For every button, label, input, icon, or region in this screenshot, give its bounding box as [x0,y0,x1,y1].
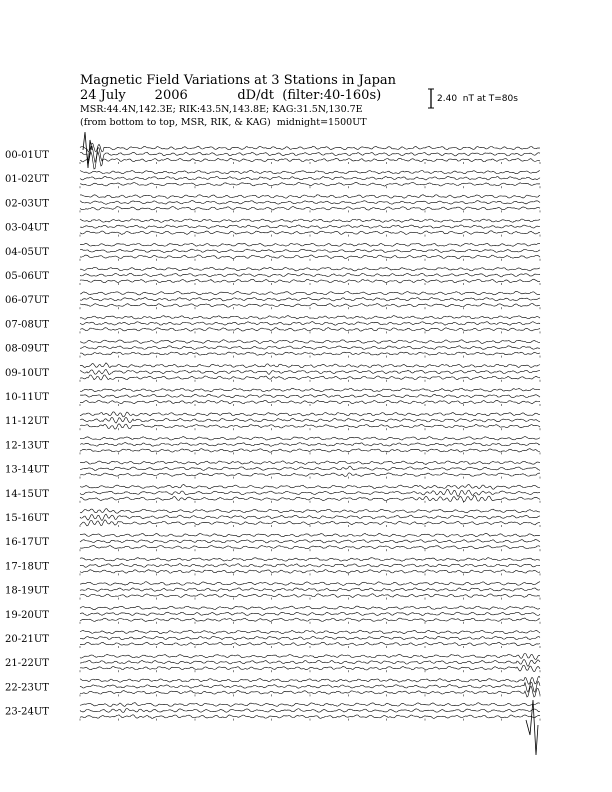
row-label: 07-08UT [5,319,49,331]
trace-MSR [80,618,540,621]
row-11-12UT [5,412,540,430]
row-21-22UT [5,653,540,672]
row-label: 13-14UT [5,464,49,476]
trace-RIK [80,708,540,712]
trace-KAG [80,316,540,320]
row-03-04UT [5,219,540,237]
row-16-17UT [5,533,540,551]
trace-KAG [80,558,540,562]
trace-MSR [80,279,540,283]
row-12-13UT [5,437,540,455]
row-14-15UT [5,484,540,502]
row-13-14UT [5,461,540,479]
trace-KAG [80,388,540,392]
row-label: 09-10UT [5,367,49,379]
trace-KAG [80,291,540,295]
row-label: 17-18UT [5,561,49,573]
trace-KAG [80,219,540,222]
trace-RIK [80,588,540,592]
trace-RIK [80,417,540,423]
row-label: 05-06UT [5,271,49,282]
trace-MSR [80,520,540,526]
row-label: 20-21UT [5,634,49,645]
trace-RIK [80,177,540,181]
trace-MSR [80,375,540,380]
trace-MSR [80,303,540,307]
scale-bar [428,89,434,108]
trace-KAG [80,606,540,610]
spike-23UT [526,700,538,755]
trace-RIK [80,273,540,277]
row-15-16UT [5,509,540,527]
row-label: 12-13UT [5,440,49,452]
row-label: 04-05UT [5,246,49,258]
trace-MSR [80,594,540,598]
row-18-19UT [5,582,540,600]
station-coordinates: MSR:44.4N,142.3E; RIK:43.5N,143.8E; KAG:31.5N,130.7E [80,104,363,115]
trace-RIK [80,225,540,229]
trace-KAG [80,195,540,199]
trace-RIK [80,394,540,398]
row-07-08UT [5,316,540,334]
row-label: 02-03UT [5,198,49,210]
trace-RIK [80,201,540,205]
row-20-21UT [5,630,540,648]
trace-KAG [80,412,540,417]
trace-RIK [80,346,540,350]
row-label: 06-07UT [5,295,49,307]
trace-KAG [80,484,540,489]
trace-MSR [80,570,540,573]
trace-KAG [80,653,540,659]
trace-KAG [80,533,540,537]
chart-date-filter: 24 July 2006 dD/dt (filter:40-160s) [80,88,382,103]
trace-MSR [80,231,540,235]
trace-RIK [80,489,540,496]
row-17-18UT [5,558,540,576]
row-01-02UT [5,170,540,188]
trace-KAG [80,630,540,634]
row-label: 10-11UT [5,392,49,403]
trace-KAG [80,170,540,173]
row-08-09UT [5,340,540,358]
stacking-note: (from bottom to top, MSR, RIK, & KAG) midnight=1500UT [80,117,367,128]
row-label: 22-23UT [5,682,49,694]
trace-MSR [80,642,540,645]
trace-MSR [80,182,540,186]
row-label: 15-16UT [5,513,49,524]
trace-KAG [80,363,540,368]
trace-RIK [80,540,540,543]
row-10-11UT [5,388,540,406]
trace-KAG [80,461,540,465]
trace-RIK [80,659,540,666]
trace-RIK [80,564,540,568]
row-19-20UT [5,606,540,624]
row-label: 16-17UT [5,537,49,549]
trace-KAG [80,582,540,586]
row-00-01UT [5,143,540,169]
row-label: 21-22UT [5,658,49,670]
trace-MSR [80,715,540,719]
trace-KAG [80,703,540,707]
row-label: 03-04UT [5,222,49,234]
trace-RIK [80,369,540,374]
trace-KAG [80,437,540,440]
trace-RIK [80,636,540,639]
row-label: 01-02UT [5,174,49,186]
trace-RIK [80,297,540,300]
chart-title: Magnetic Field Variations at 3 Stations in Japan [80,73,397,88]
row-label: 00-01UT [5,150,49,161]
trace-KAG [80,267,540,271]
trace-KAG [80,340,540,344]
trace-KAG [80,243,540,246]
row-label: 19-20UT [5,609,49,621]
trace-MSR [80,400,540,403]
row-22-23UT [5,676,540,697]
row-04-05UT [5,243,540,260]
trace-RIK [80,681,540,692]
row-label: 23-24UT [5,706,49,718]
scale-bar-label: 2.40 nT at T=80s [437,94,518,104]
trace-MSR [80,473,540,477]
row-02-03UT [5,195,540,213]
trace-RIK [80,322,540,326]
trace-RIK [80,514,540,520]
trace-MSR [80,546,540,549]
trace-MSR [80,352,540,355]
trace-RIK [80,466,540,470]
trace-MSR [80,449,540,453]
row-label: 18-19UT [5,585,49,597]
trace-KAG [80,676,540,684]
trace-MSR [80,255,540,259]
trace-MSR [80,496,540,502]
trace-MSR [80,207,540,211]
row-label: 08-09UT [5,343,49,355]
row-05-06UT [5,267,540,285]
row-label: 14-15UT [5,488,49,500]
trace-RIK [80,249,540,252]
row-06-07UT [5,291,540,309]
trace-KAG [80,509,540,514]
row-label: 11-12UT [5,416,49,428]
row-23-24UT [5,703,540,721]
trace-RIK [80,443,540,447]
trace-MSR [80,328,540,332]
trace-KAG [80,143,540,152]
trace-RIK [80,612,540,615]
row-09-10UT [5,363,540,382]
